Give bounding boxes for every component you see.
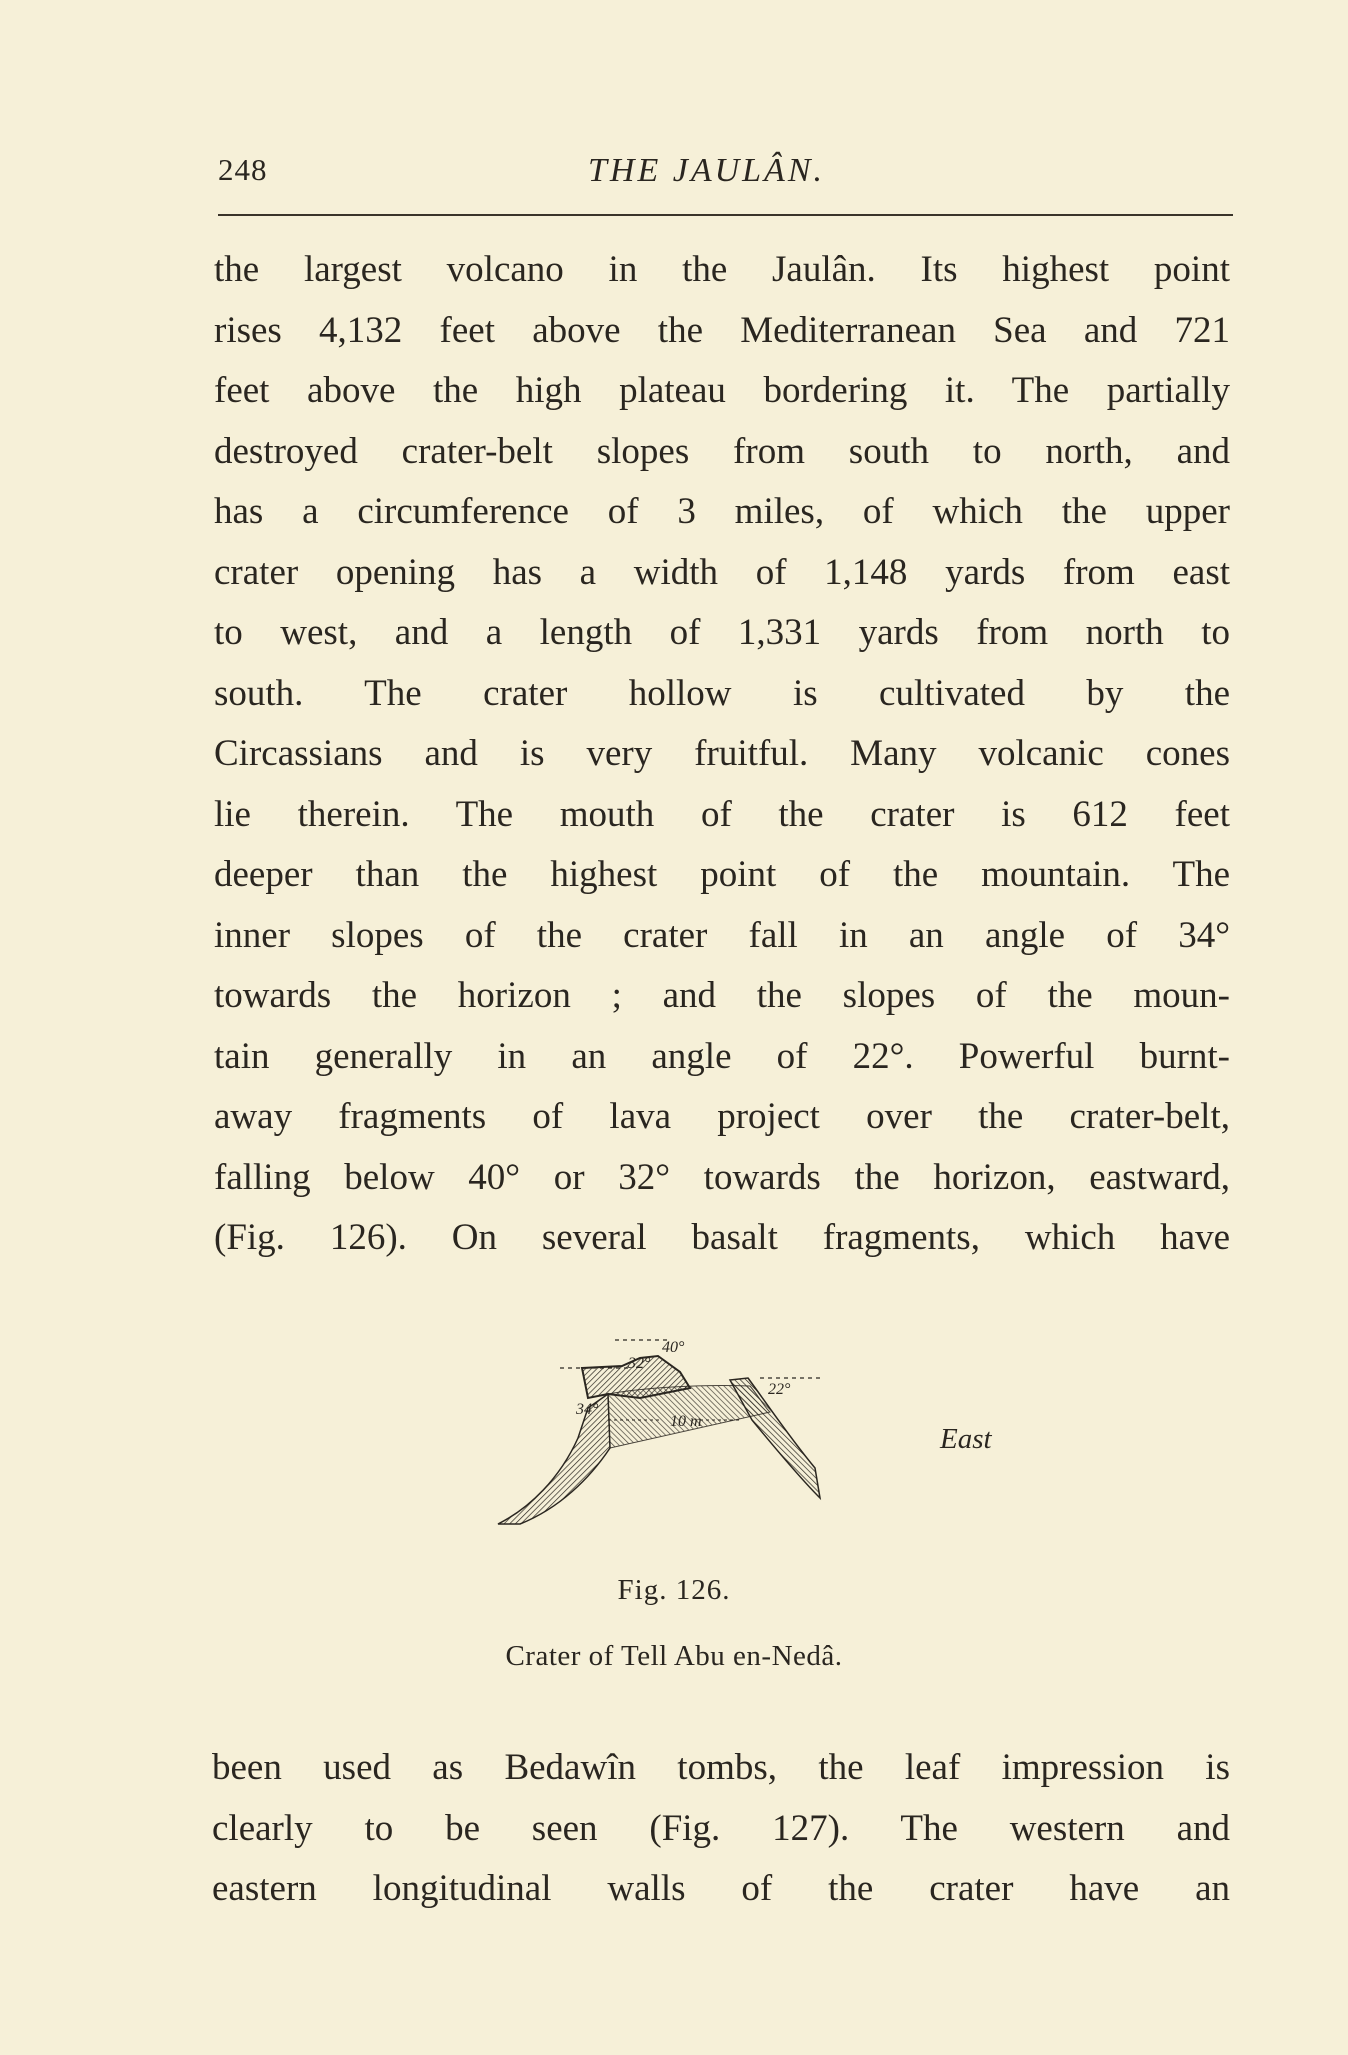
figure-label: Fig. 126.	[617, 1574, 731, 1606]
text-line: Circassians and is very fruitful. Many volcanic cones	[214, 733, 1230, 774]
angle-40-label: 40°	[662, 1339, 685, 1356]
text-line: has a circumference of 3 miles, of which the upper	[214, 491, 1230, 532]
header-rule	[218, 214, 1233, 216]
direction-east-label: East	[940, 1423, 992, 1455]
text-line: tain generally in an angle of 22°. Powerful burnt-	[214, 1035, 1230, 1077]
text-line: feet above the high plateau bordering it. The partially	[214, 370, 1230, 411]
text-line: the largest volcano in the Jaulân. Its highest point	[214, 249, 1230, 290]
text-line: towards the horizon ; and the slopes of the moun-	[214, 975, 1230, 1016]
text-line: south. The crater hollow is cultivated by the	[214, 672, 1230, 714]
text-line: rises 4,132 feet above the Mediterranean Sea and 721	[214, 309, 1230, 351]
page-header	[218, 152, 1233, 202]
crater-cross-section-illustration	[490, 1328, 1050, 1548]
text-line: destroyed crater-belt slopes from south to north, and	[214, 430, 1230, 472]
paragraph-1	[214, 240, 1230, 1269]
text-line: been used as Bedawîn tombs, the leaf impression is	[212, 1747, 1230, 1788]
paragraph-2	[212, 1738, 1230, 1920]
text-line: away fragments of lava project over the crater-belt,	[214, 1096, 1230, 1137]
angle-32-label: 32°	[628, 1355, 651, 1372]
running-head: THE JAULÂN.	[588, 152, 825, 189]
text-line: deeper than the highest point of the mountain. The	[214, 854, 1230, 895]
page-number: 248	[218, 152, 268, 187]
crater-figure	[490, 1328, 1050, 1548]
text-line: clearly to be seen (Fig. 127). The western and	[212, 1807, 1230, 1849]
text-line: inner slopes of the crater fall in an angle of 34°	[214, 914, 1230, 956]
text-line: crater opening has a width of 1,148 yards from east	[214, 551, 1230, 593]
figure-caption: Crater of Tell Abu en-Nedâ.	[505, 1640, 843, 1672]
text-line: to west, and a length of 1,331 yards from north to	[214, 612, 1230, 653]
text-line: (Fig. 126). On several basalt fragments, which have	[214, 1217, 1230, 1258]
angle-34-label: 34°	[576, 1401, 599, 1418]
text-line: lie therein. The mouth of the crater is 612 feet	[214, 793, 1230, 835]
text-line: eastern longitudinal walls of the crater have an	[212, 1868, 1230, 1909]
text-line: falling below 40° or 32° towards the horizon, eastward,	[214, 1156, 1230, 1198]
depth-label: 10 m	[670, 1413, 702, 1430]
angle-22-label: 22°	[768, 1381, 791, 1398]
